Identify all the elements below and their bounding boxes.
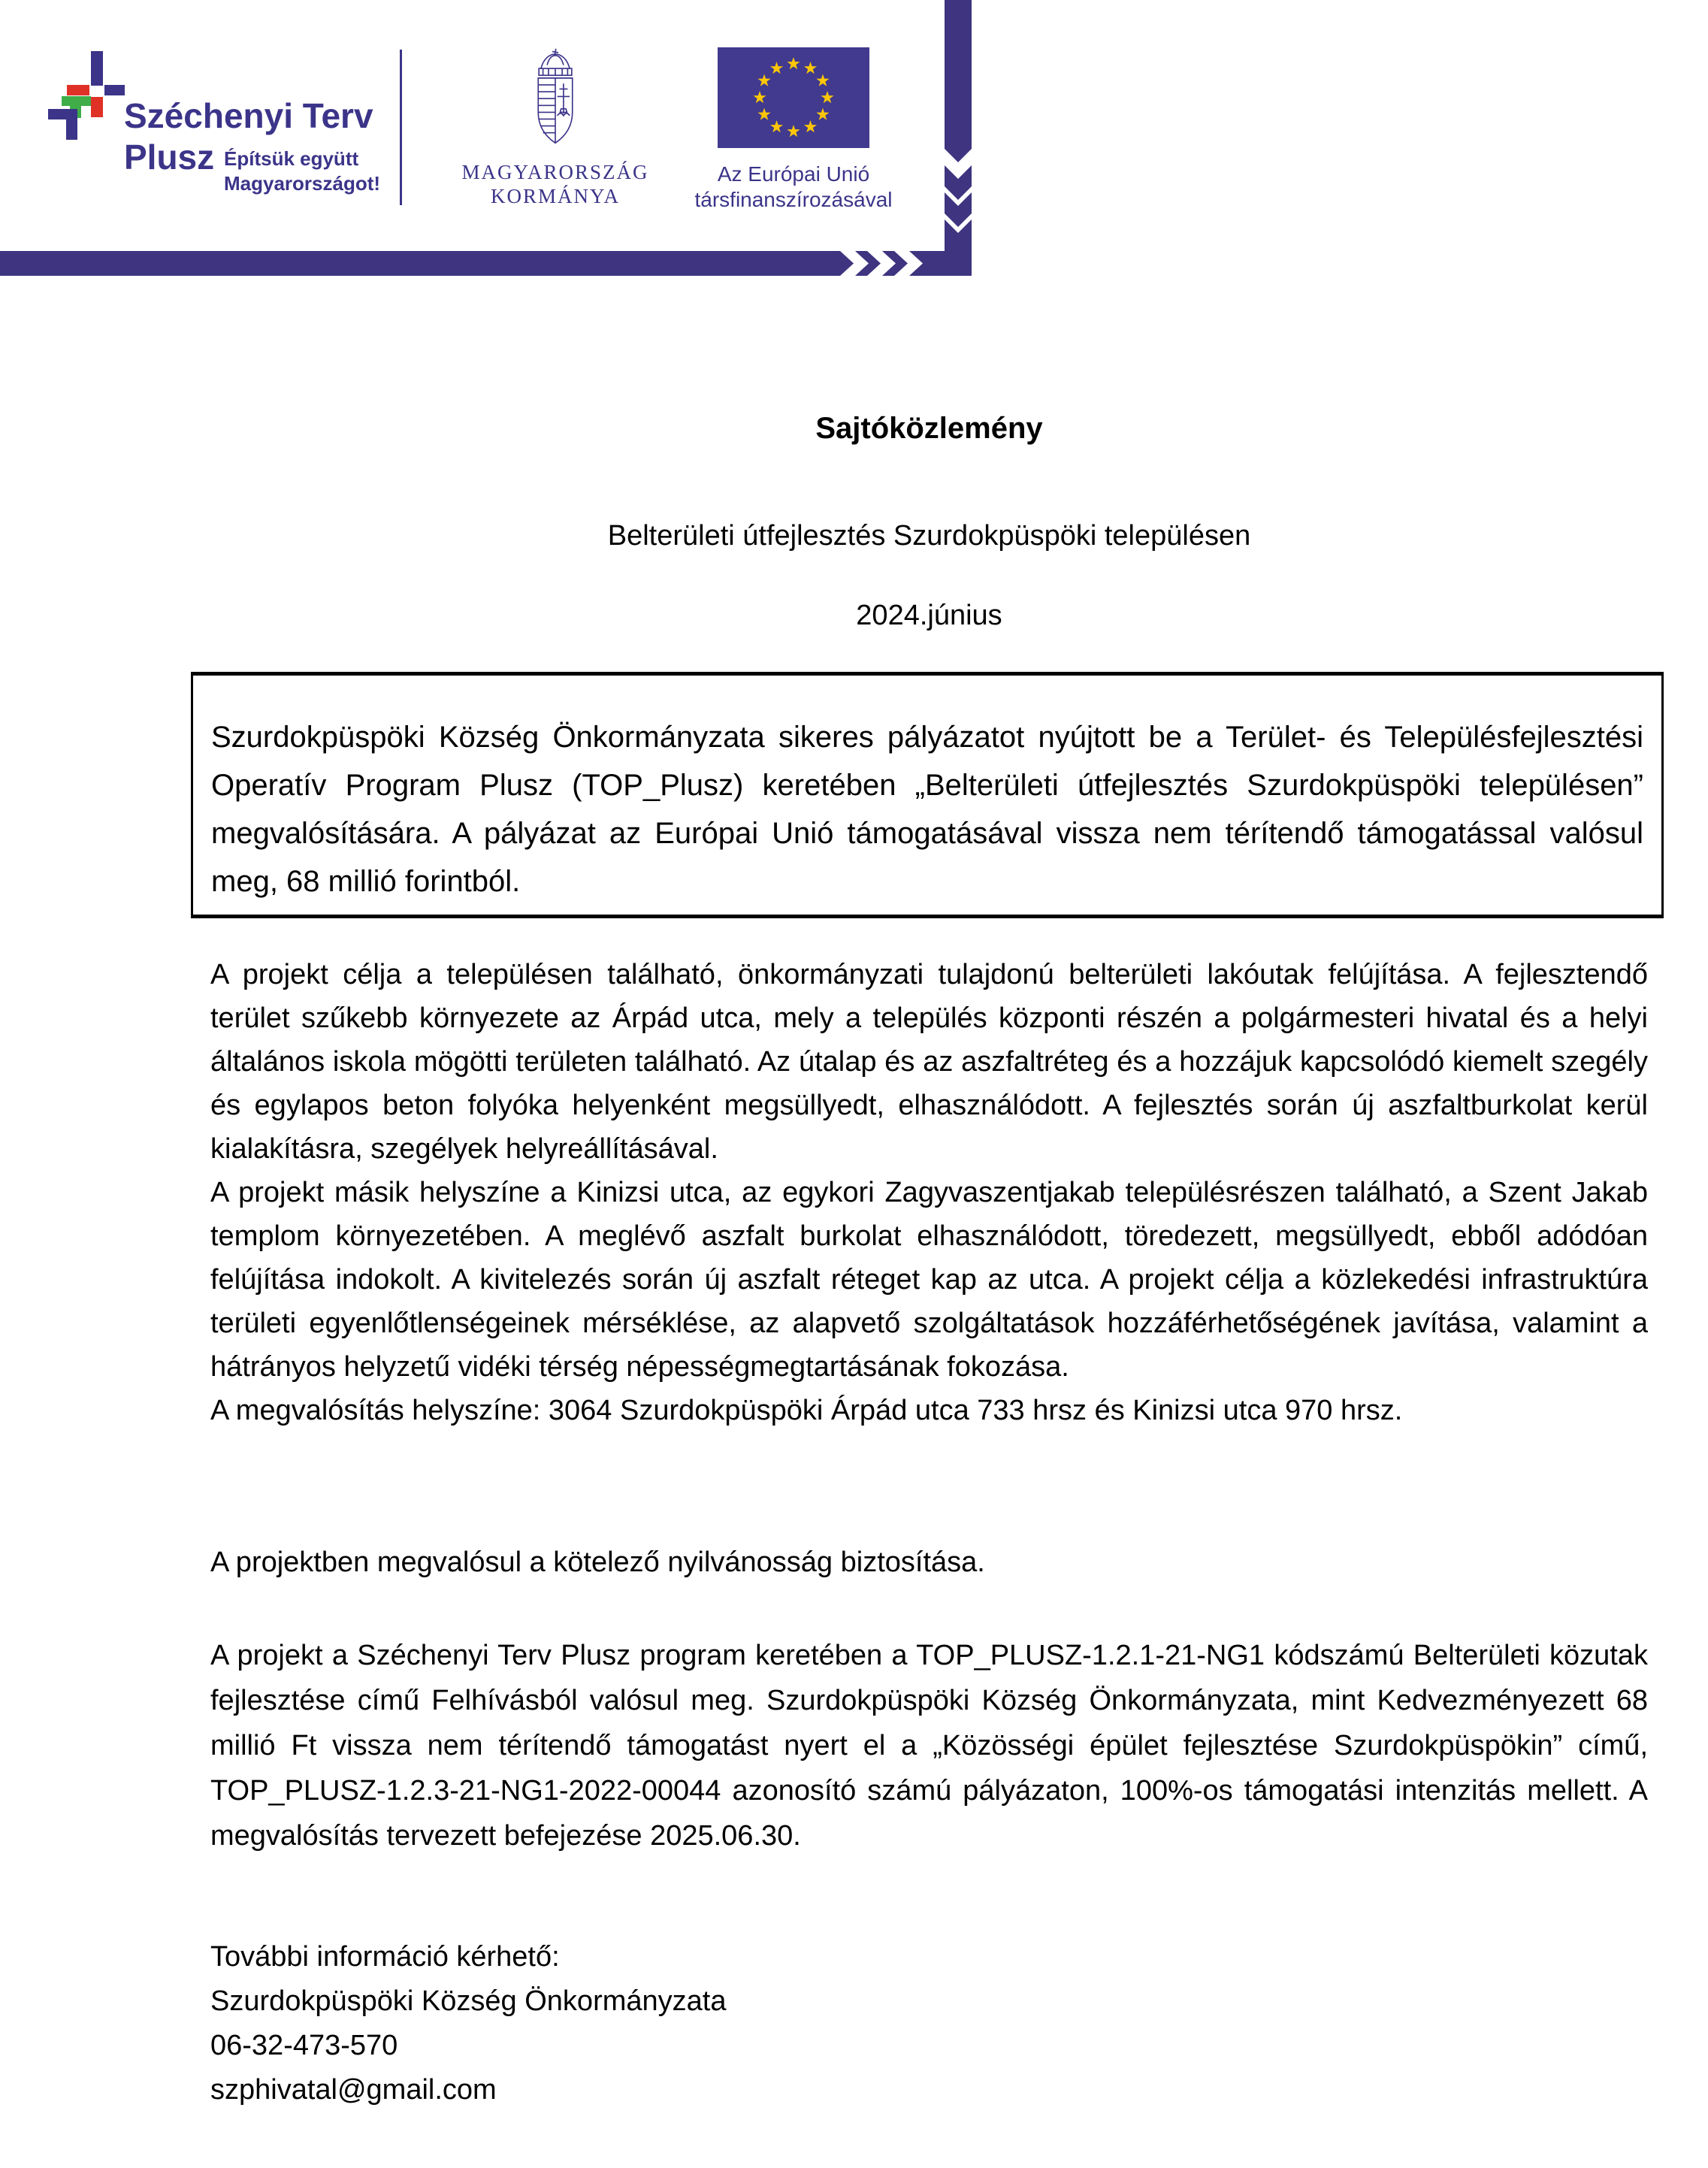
paragraph-project-goal: A projekt célja a településen található, önkormányzati tulajdonú belterületi lakóutak felújítása. A fejlesztendő terület szűkebb környezete az Árpád utca, mely a település központi részén a polgármesteri hivatal és a helyi általános iskola mögötti területen található. Az útalap és az aszfaltréteg és a hozzájuk kapcsolódó kiemelt szegély és egylapos beton folyóka helyenként megsüllyedt, elhasználódott. A fejlesztés során új aszfaltburkolat kerül kialakításra, szegélyek helyreállításával. <box>210 959 1648 1165</box>
lead-summary-box <box>191 672 1664 918</box>
paragraph-second-site: A projekt másik helyszíne a Kinizsi utca, az egykori Zagyvaszentjakab településrészen található, a Szent Jakab templom környezetében. A meglévő aszfalt burkolat elhasználódott, töredezett, megsüllyedt, ebből adódóan felújítása indokolt. A kivitelezés során új aszfalt réteget kap az utca. A projekt célja a közlekedési infrastruktúra területi egyenlőtlenségeinek mérséklése, az alapvető szolgáltatások hozzáférhetőségének javítása, valamint a hátrányos helyzetű vidéki térség népességmegtartásának fokozása. <box>210 1177 1648 1383</box>
header-chevron-frame <box>0 0 977 278</box>
release-date: 2024.június <box>856 600 1002 631</box>
page-subtitle: Belterületi útfejlesztés Szurdokpüspöki településen <box>607 520 1251 552</box>
eu-cofinancing-label-line1: Az Európai Unió <box>717 162 870 186</box>
funding-header <box>0 0 977 278</box>
lead-summary-text: Szurdokpüspöki Község Önkormányzata sikeres pályázatot nyújtott be a Terület- és Településfejlesztési Operatív Program Plusz (TOP_Plusz) keretében „Belterületi útfejlesztés Szurdokpüspöki településen” megvalósítására. A pályázat az Európai Unió támogatásával vissza nem térítendő támogatással valósul meg, 68 millió forintból. <box>211 721 1643 898</box>
program-details-block <box>210 1633 1648 1858</box>
paragraph-program-details: A projekt a Széchenyi Terv Plusz program keretében a TOP_PLUSZ-1.2.1-21-NG1 kódszámú Belterületi közutak fejlesztése című Felhívásból valósul meg. Szurdokpüspöki Község Önkormányzata, mint Kedvezményezett 68 millió Ft vissza nem térítendő támogatást nyert el a „Közösségi épület fejlesztése Szurdokpüspökin” című, TOP_PLUSZ-1.2.3-21-NG1-2022-00044 azonosító számú pályázaton, 100%-os támogatási intenzitás mellett. A megvalósítás tervezett befejezése 2025.06.30. <box>210 1640 1648 1852</box>
contact-phone: 06-32-473-570 <box>210 2030 398 2061</box>
contact-organization: Szurdokpüspöki Község Önkormányzata <box>210 1985 727 2017</box>
government-label-line1: MAGYARORSZÁG <box>461 161 649 183</box>
szechenyi-logo-title-line1: Széchenyi Terv <box>124 96 373 135</box>
szechenyi-logo-tagline-line1: Építsük együtt <box>224 147 359 170</box>
szechenyi-logo-title-line2: Plusz <box>124 138 215 177</box>
contact-block <box>210 1935 1648 2112</box>
eu-cofinancing-label-line2: társfinanszírozásával <box>694 188 893 211</box>
contact-heading: További információ kérhető: <box>210 1941 560 1973</box>
paragraph-location: A megvalósítás helyszíne: 3064 Szurdokpüspöki Árpád utca 733 hrsz és Kinizsi utca 970 hrsz. <box>210 1395 1403 1426</box>
body-text-block <box>210 953 1648 1432</box>
government-label-line2: KORMÁNYA <box>490 185 620 207</box>
szechenyi-logo-tagline-line2: Magyarországot! <box>224 172 381 195</box>
publicity-block <box>210 1541 1648 1584</box>
paragraph-publicity: A projektben megvalósul a kötelező nyilvánosság biztosítása. <box>210 1547 985 1578</box>
contact-email: szphivatal@gmail.com <box>210 2074 497 2106</box>
page-title: Sajtóközlemény <box>815 412 1043 445</box>
